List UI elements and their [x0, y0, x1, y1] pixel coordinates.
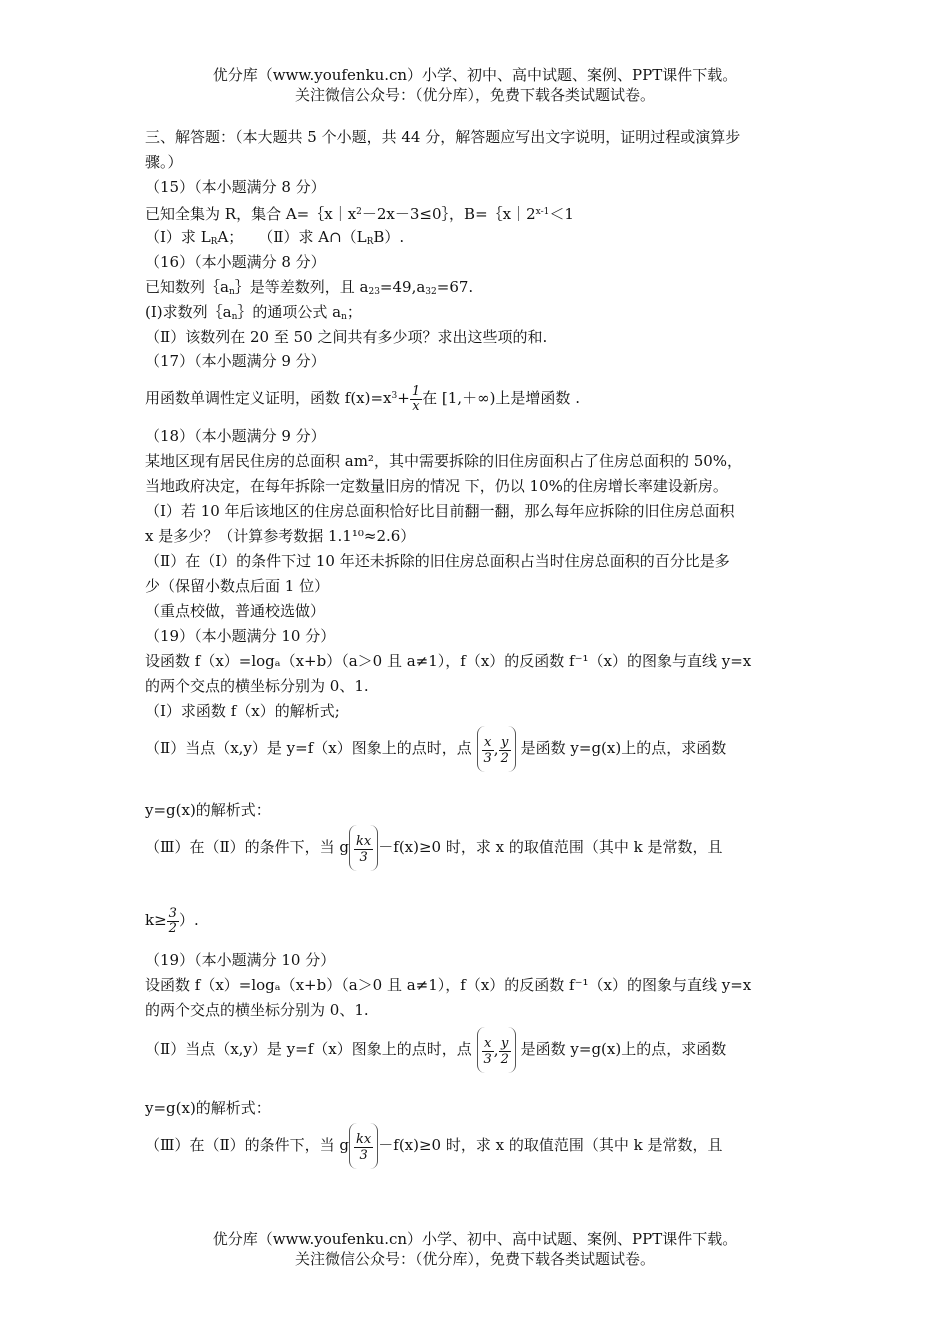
- page-header-line1: 优分库（www.youfenku.cn）小学、初中、高中试题、案例、PPT课件下载。: [212, 66, 738, 84]
- q19b-heading: （19）（本小题满分 10 分）: [145, 951, 336, 969]
- q19b-part2-cont: y=g(x)的解析式：: [145, 1099, 271, 1117]
- q15-stem: 已知全集为 R，集合 $A=\{x|x^2-2x-3\le 0\}$，$B=\{x|2^{x-1}<1$: [145, 205, 574, 223]
- q19-line2: 的两个交点的横坐标分别为 0、1.: [145, 677, 369, 695]
- q17-heading: （17）（本小题满分 9 分）: [145, 352, 326, 370]
- q15-parts: （Ⅰ）求 $L_RA$； （Ⅱ）求 $A\cap(L_RB)$.: [145, 228, 405, 247]
- fraction-1-over-x: $\frac{1}{x}$: [411, 383, 421, 414]
- page-header-line2: 关注微信公众号：（优分库），免费下载各类试题试卷。: [294, 86, 655, 104]
- q18-line1: 某地区现有居民住房的总面积 am²，其中需要拆除的旧住房面积占了住房总面积的 50%，: [145, 452, 743, 470]
- q18-heading: （18）（本小题满分 9 分）: [145, 427, 326, 445]
- section-title: 三、解答题：（本大题共 5 个小题，共 44 分，解答题应写出文字说明，证明过程或演算步: [145, 128, 741, 146]
- q19b-line1: 设函数 f（x）=logₐ（x+b）（a＞0 且 a≠1），f（x）的反函数 f⁻¹（x）的图象与直线 y=x: [145, 976, 752, 994]
- section-title-cont: 骤。）: [145, 153, 183, 171]
- q19-part2: （Ⅱ）当点（x,y）是 y=f（x）图象上的点时，点 $\frac{x}{3}$ , $\frac{y}{2}$ 是函数 y=g(x)上的点，求函数: [145, 725, 726, 772]
- q19-part1: （Ⅰ）求函数 f（x）的解析式;: [145, 702, 340, 720]
- q19-heading: （19）（本小题满分 10 分）: [145, 627, 336, 645]
- q19-part3-cont: k≥ $\frac{3}{2}$ ）.: [145, 905, 199, 936]
- q15-heading: （15）（本小题满分 8 分）: [145, 178, 326, 196]
- note: （重点校做，普通校选做）: [145, 602, 326, 620]
- q18-line3: （Ⅰ）若 10 年后该地区的住房总面积恰好比目前翻一翻，那么每年应拆除的旧住房总面积: [145, 502, 735, 520]
- q18-line4: x 是多少？（计算参考数据 1.1¹⁰≈2.6）: [145, 527, 416, 545]
- q19b-part3: （Ⅲ）在（Ⅱ）的条件下，当 g $\frac{kx}{3}$ －f(x)≥0 时，求 x 的取值范围（其中 k 是常数，且: [145, 1122, 722, 1169]
- q19b-line2: 的两个交点的横坐标分别为 0、1.: [145, 1001, 369, 1019]
- q17-stem: 用函数单调性定义证明，函数 $f(x)=x^3+$ $\frac{1}{x}$ 在 [1,＋∞)上是增函数 .: [145, 383, 580, 414]
- q16-part2: （Ⅱ）该数列在 20 至 50 之间共有多少项？求出这些项的和.: [145, 328, 548, 346]
- q16-part1: (Ⅰ)求数列$\{a_n\}$的通项公式 $a_n$；: [145, 303, 362, 322]
- q19b-part2: （Ⅱ）当点（x,y）是 y=f（x）图象上的点时，点 $\frac{x}{3}$ , $\frac{y}{2}$ 是函数 y=g(x)上的点，求函数: [145, 1026, 726, 1073]
- q18-line5: （Ⅱ）在（Ⅰ）的条件下过 10 年还未拆除的旧住房总面积占当时住房总面积的百分比是多: [145, 552, 730, 570]
- interval: [1,＋∞): [441, 389, 496, 407]
- q19-part3: （Ⅲ）在（Ⅱ）的条件下，当 g $\frac{kx}{3}$ －f(x)≥0 时，求 x 的取值范围（其中 k 是常数，且: [145, 824, 722, 871]
- q16-stem: 已知数列$\{a_n\}$是等差数列，且 $a_{23}=49,a_{32}=67$.: [145, 278, 474, 297]
- q18-line6: 少（保留小数点后面 1 位）: [145, 577, 330, 595]
- q16-heading: （16）（本小题满分 8 分）: [145, 253, 326, 271]
- page-footer-line2: 关注微信公众号：（优分库），免费下载各类试题试卷。: [294, 1250, 655, 1268]
- page-footer-line1: 优分库（www.youfenku.cn）小学、初中、高中试题、案例、PPT课件下载。: [212, 1230, 738, 1248]
- q19-part2-cont: y=g(x)的解析式：: [145, 801, 271, 819]
- q18-line2: 当地政府决定，在每年拆除一定数量旧房的情况 下，仍以 10%的住房增长率建设新房。: [145, 477, 728, 495]
- q19-line1: 设函数 f（x）=logₐ（x+b）（a＞0 且 a≠1），f（x）的反函数 f⁻¹（x）的图象与直线 y=x: [145, 652, 752, 670]
